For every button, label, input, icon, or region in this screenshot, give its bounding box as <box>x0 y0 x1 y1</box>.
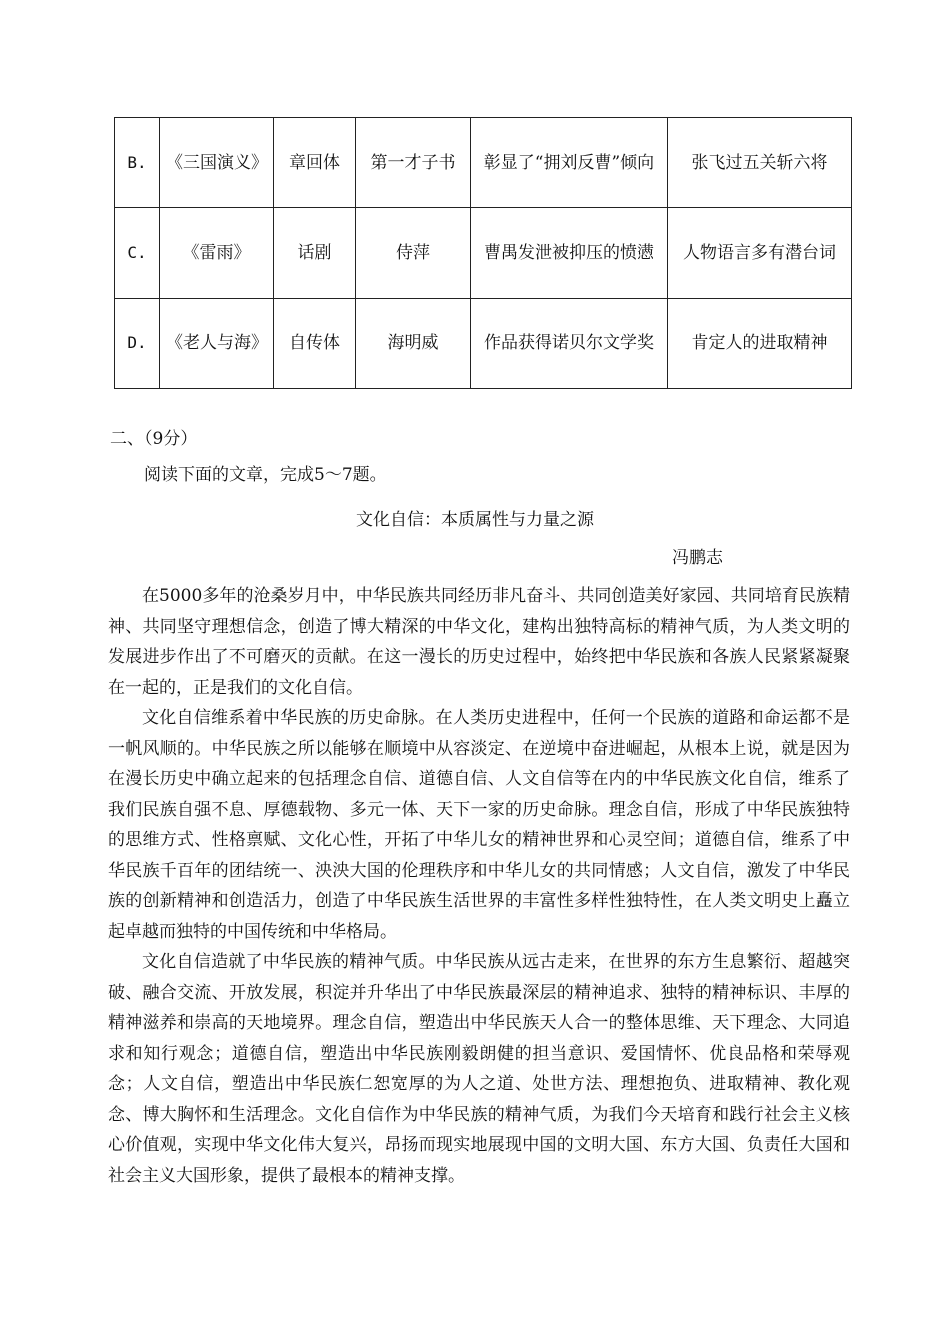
work-title: 《三国演义》 <box>160 118 274 208</box>
info-cell: 海明威 <box>356 298 471 388</box>
genre-cell: 章回体 <box>274 118 356 208</box>
theme-cell: 彰显了“拥刘反曹”倾向 <box>471 118 668 208</box>
table-row <box>115 298 852 388</box>
options-table <box>114 117 852 389</box>
option-label: B. <box>115 118 160 208</box>
article-author: 冯鹏志 <box>672 548 723 568</box>
info-cell: 第一才子书 <box>356 118 471 208</box>
article-body <box>108 581 850 1191</box>
paragraph: 在5000多年的沧桑岁月中，中华民族共同经历非凡奋斗、共同创造美好家园、共同培育民族精神、共同坚守理想信念，创造了博大精深的中华文化，建构出独特高标的精神气质，为人类文明的发展进步作出了不可磨灭的贡献。在这一漫长的历史过程中，始终把中华民族和各族人民紧紧凝聚在一起的，正是我们的文化自信。 <box>108 586 850 698</box>
note-cell: 肯定人的进取精神 <box>668 298 852 388</box>
table-row <box>115 208 852 298</box>
work-title: 《老人与海》 <box>160 298 274 388</box>
genre-cell: 自传体 <box>274 298 356 388</box>
paragraph: 文化自信造就了中华民族的精神气质。中华民族从远古走来，在世界的东方生息繁衍、超越突破、融合交流、开放发展，积淀并升华出了中华民族最深层的精神追求、独特的精神标识、丰厚的精神滋养和崇高的天地境界。理念自信，塑造出中华民族天人合一的整体思维、天下理念、大同追求和知行观念；道德自信，塑造出中华民族刚毅朗健的担当意识、爱国情怀、优良品格和荣辱观念；人文自信，塑造出中华民族仁恕宽厚的为人之道、处世方法、理想抱负、进取精神、教化观念、博大胸怀和生活理念。文化自信作为中华民族的精神气质，为我们今天培育和践行社会主义核心价值观，实现中华文化伟大复兴，昂扬而现实地展现中国的文明大国、东方大国、负责任大国和社会主义大国形象，提供了最根本的精神支撑。 <box>108 952 850 1186</box>
option-label: D. <box>115 298 160 388</box>
article-title: 文化自信：本质属性与力量之源 <box>356 510 594 530</box>
theme-cell: 作品获得诺贝尔文学奖 <box>471 298 668 388</box>
table-row <box>115 118 852 208</box>
genre-cell: 话剧 <box>274 208 356 298</box>
note-cell: 人物语言多有潜台词 <box>668 208 852 298</box>
paragraph: 文化自信维系着中华民族的历史命脉。在人类历史进程中，任何一个民族的道路和命运都不是一帆风顺的。中华民族之所以能够在顺境中从容淡定、在逆境中奋进崛起，从根本上说，就是因为在漫长历史中确立起来的包括理念自信、道德自信、人文自信等在内的中华民族文化自信，维系了我们民族自强不息、厚德载物、多元一体、天下一家的历史命脉。理念自信，形成了中华民族独特的思维方式、性格禀赋、文化心性，开拓了中华儿女的精神世界和心灵空间；道德自信，维系了中华民族千百年的团结统一、泱泱大国的伦理秩序和中华儿女的共同情感；人文自信，激发了中华民族的创新精神和创造活力，创造了中华民族生活世界的丰富性多样性独特性，在人类文明史上矗立起卓越而独特的中国传统和中华格局。 <box>108 708 850 942</box>
section-heading: 二、（9分） <box>110 429 198 449</box>
note-cell: 张飞过五关斩六将 <box>668 118 852 208</box>
theme-cell: 曹禺发泄被抑压的愤懑 <box>471 208 668 298</box>
info-cell: 侍萍 <box>356 208 471 298</box>
reading-instruction: 阅读下面的文章，完成5～7题。 <box>144 465 387 485</box>
option-label: C. <box>115 208 160 298</box>
work-title: 《雷雨》 <box>160 208 274 298</box>
